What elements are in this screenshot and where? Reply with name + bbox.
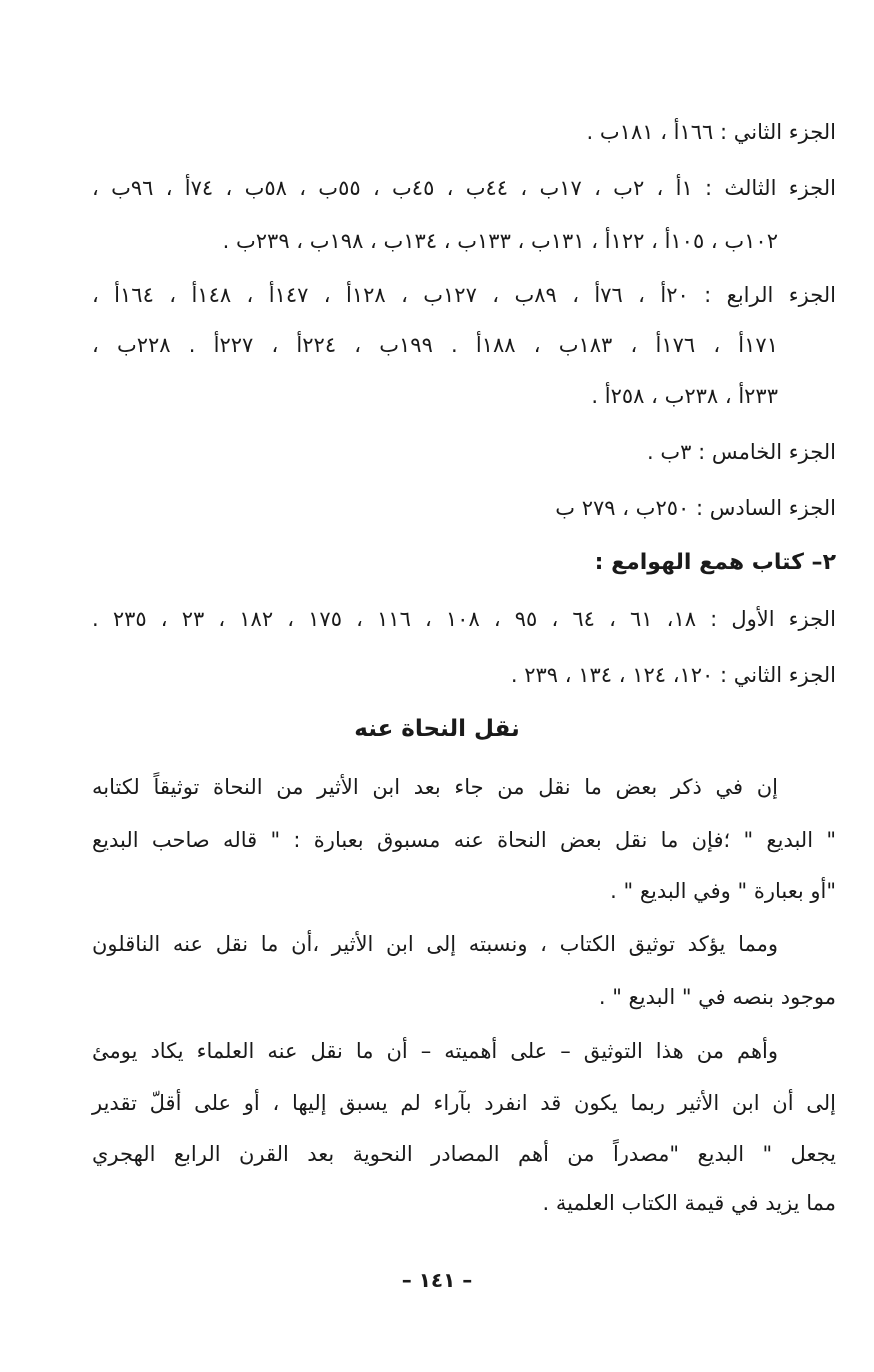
reference-line-part3: الجزء الثالث : ١أ ، ٢ب ، ١٧ب ، ٤٤ب ، ٤٥ب ، ٥٥ب ، ٥٨ب ، ٧٤أ ، ٩٦ب ، — [92, 176, 836, 200]
paragraph-1-line-3: "أو بعبارة " وفي البديع " . — [610, 879, 836, 903]
reference-line-part5: الجزء الخامس : ٣ب . — [647, 440, 836, 464]
reference-line-part4-cont2: ٢٣٣أ ، ٢٣٨ب ، ٢٥٨أ . — [591, 384, 778, 408]
reference-line-part4: الجزء الرابع : ٢٠أ ، ٧٦أ ، ٨٩ب ، ١٢٧ب ، ١٢٨أ ، ١٤٧أ ، ١٤٨أ ، ١٦٤أ ، — [92, 283, 836, 307]
reference-line-part6: الجزء السادس : ٢٥٠ب ، ٢٧٩ ب — [555, 496, 836, 520]
reference-line-part3-cont: ١٠٢ب ، ١٠٥أ ، ١٢٢أ ، ١٣١ب ، ١٣٣ب ، ١٣٤ب ، ١٩٨ب ، ٢٣٩ب . — [222, 229, 778, 253]
paragraph-1-line-2: " البديع " ؛فإن ما نقل بعض النحاة عنه مسبوق بعبارة : " قاله صاحب البديع — [92, 828, 836, 852]
paragraph-3-line-2: إلى أن ابن الأثير ربما يكون قد انفرد بآراء لم يسبق إليها ، أو على أقلّ تقدير — [92, 1091, 836, 1115]
paragraph-3-line-3: يجعل " البديع "مصدراً من أهم المصادر النحوية بعد القرن الرابع الهجري — [92, 1142, 836, 1166]
paragraph-3-line-1: وأهم من هذا التوثيق – على أهميته – أن ما نقل عنه العلماء يكاد يومئ — [92, 1039, 778, 1063]
reference-line-part2: الجزء الثاني : ١٦٦أ ، ١٨١ب . — [586, 120, 836, 144]
paragraph-3-line-4: مما يزيد في قيمة الكتاب العلمية . — [542, 1191, 836, 1215]
book-title-hama-alhawami: ٢– كتاب همع الهوامع : — [594, 550, 836, 575]
reference-line-hama-part2: الجزء الثاني : ١٢٠، ١٢٤ ، ١٣٤ ، ٢٣٩ . — [510, 663, 836, 687]
reference-line-hama-part1: الجزء الأول : ١٨، ٦١ ، ٦٤ ، ٩٥ ، ١٠٨ ، ١١٦ ، ١٧٥ ، ١٨٢ ، ٢٣ ، ٢٣٥ . — [92, 607, 836, 631]
paragraph-2-line-2: موجود بنصه في " البديع " . — [598, 985, 836, 1009]
reference-line-part4-cont1: ١٧١أ ، ١٧٦أ ، ١٨٣ب ، ١٨٨أ . ١٩٩ب ، ٢٢٤أ ، ٢٢٧أ . ٢٢٨ب ، — [92, 333, 778, 357]
paragraph-2-line-1: ومما يؤكد توثيق الكتاب ، ونسبته إلى ابن الأثير ،أن ما نقل عنه الناقلون — [92, 932, 778, 956]
page-number: – ١٤١ – — [401, 1268, 473, 1292]
paragraph-1-line-1: إن في ذكر بعض ما نقل من جاء بعد ابن الأثير من النحاة توثيقاً لكتابه — [92, 775, 778, 799]
section-heading: نقل النحاة عنه — [354, 716, 520, 742]
